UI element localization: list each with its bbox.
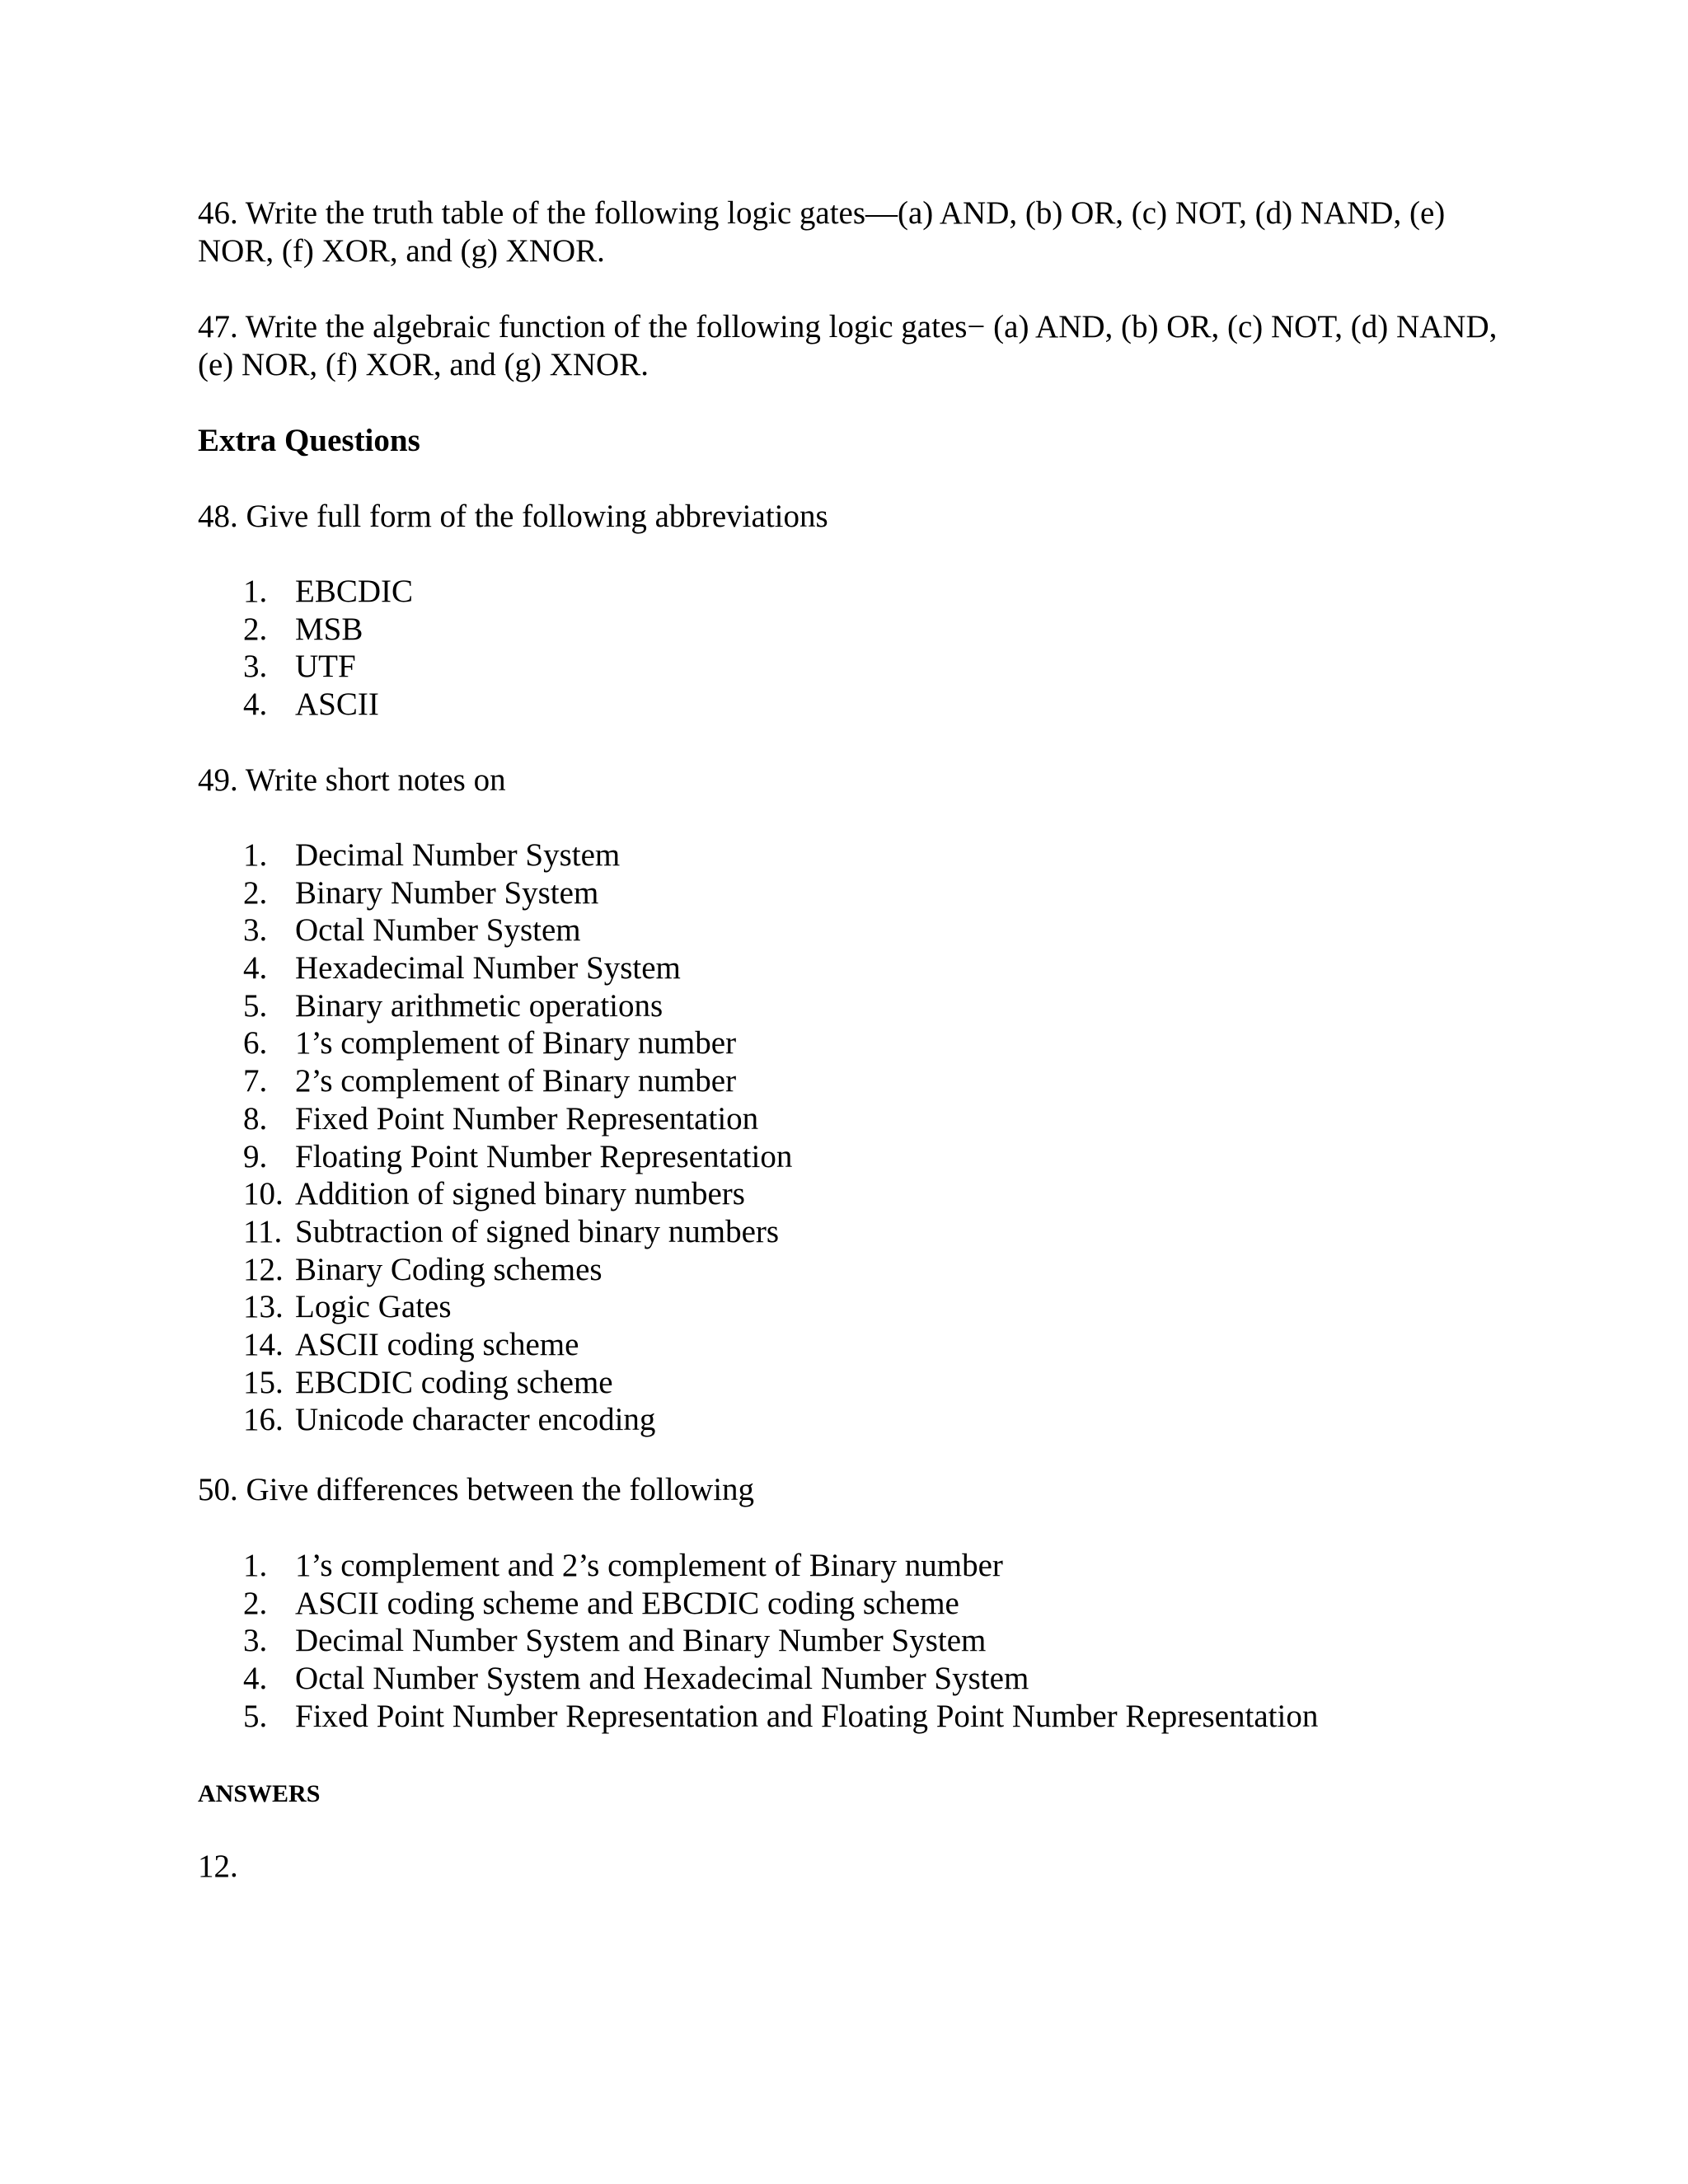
- list-item: 3. UTF: [243, 649, 356, 685]
- answers-heading: ANSWERS: [198, 1780, 321, 1807]
- list-item: 2. MSB: [243, 611, 363, 647]
- q49-list: [198, 837, 792, 1439]
- list-item: 10. Addition of signed binary numbers: [243, 1176, 745, 1212]
- question-48: 48. Give full form of the following abbreviations: [198, 499, 828, 534]
- list-item: 11. Subtraction of signed binary numbers: [243, 1213, 780, 1249]
- list-item: 5. Binary arithmetic operations: [243, 987, 663, 1024]
- question-47: 47. Write the algebraic function of the following logic gates− (a) AND, (b) OR, (c) NOT, (d) NAND, (e) NOR, (f) XOR, and (g) XNOR.: [198, 309, 1498, 382]
- list-item: 14. ASCII coding scheme: [243, 1326, 579, 1362]
- list-item: 9. Floating Point Number Representation: [243, 1138, 793, 1174]
- list-item: 6. 1’s complement of Binary number: [243, 1025, 737, 1062]
- list-item: 1. Decimal Number System: [243, 837, 621, 873]
- list-item: 16. Unicode character encoding: [243, 1402, 656, 1438]
- list-item: 4. ASCII: [243, 687, 379, 723]
- list-item: 13. Logic Gates: [243, 1289, 452, 1325]
- list-item: 3. Decimal Number System and Binary Number System: [243, 1623, 987, 1659]
- list-item: 7. 2’s complement of Binary number: [243, 1063, 737, 1099]
- list-item: 3. Octal Number System: [243, 912, 581, 949]
- list-item: 5. Fixed Point Number Representation and Floating Point Number Representation: [243, 1698, 1319, 1734]
- question-50: 50. Give differences between the following: [198, 1472, 755, 1507]
- answer-12: 12.: [198, 1849, 238, 1884]
- list-item: 2. Binary Number System: [243, 874, 599, 911]
- q48-list: [198, 573, 413, 724]
- extra-questions-heading: Extra Questions: [198, 423, 420, 458]
- list-item: 1. EBCDIC: [243, 574, 414, 609]
- q50-list: [198, 1547, 1318, 1735]
- question-46: 46. Write the truth table of the following logic gates—(a) AND, (b) OR, (c) NOT, (d) NAND, (e) NOR, (f) XOR, and (g) XNOR.: [198, 195, 1446, 269]
- list-item: 2. ASCII coding scheme and EBCDIC coding scheme: [243, 1585, 959, 1621]
- list-item: 8. Fixed Point Number Representation: [243, 1100, 759, 1137]
- list-item: 4. Octal Number System and Hexadecimal Number System: [243, 1661, 1029, 1697]
- list-item: 12. Binary Coding schemes: [243, 1251, 603, 1287]
- question-49: 49. Write short notes on: [198, 762, 506, 798]
- list-item: 15. EBCDIC coding scheme: [243, 1364, 613, 1400]
- list-item: 4. Hexadecimal Number System: [243, 950, 681, 987]
- list-item: 1. 1’s complement and 2’s complement of Binary number: [243, 1548, 1003, 1583]
